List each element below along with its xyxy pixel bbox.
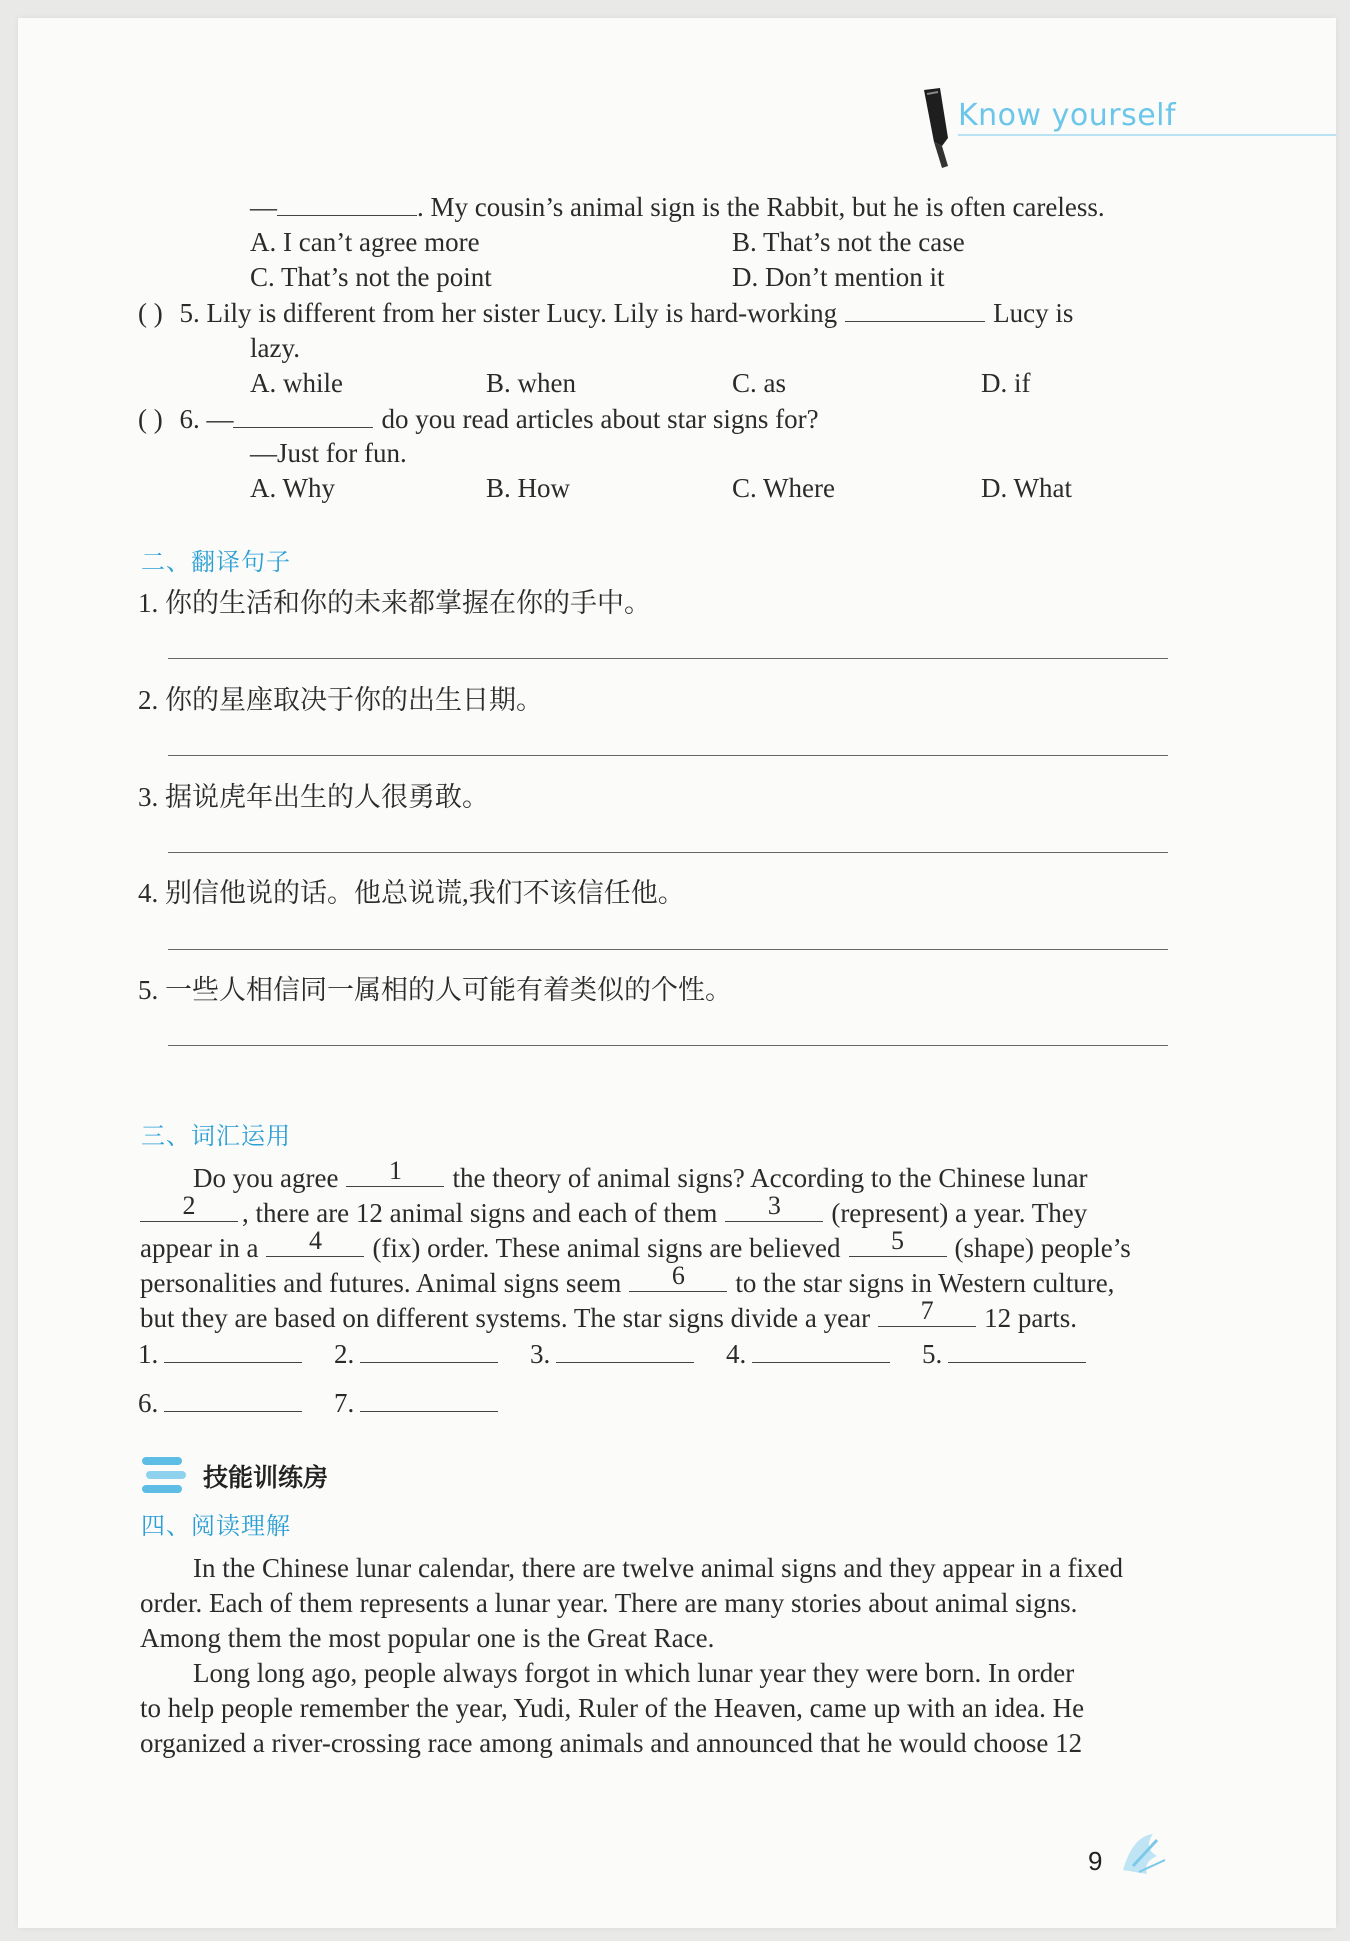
answer-label: 7. xyxy=(334,1388,355,1418)
reading-line-5: to help people remember the year, Yudi, Ruler of the Heaven, came up with an idea. He xyxy=(140,1693,1085,1723)
vocab-line-1 xyxy=(193,1156,1088,1195)
vocab-answer-7[interactable] xyxy=(360,1385,498,1412)
q5-text: Lily is different from her sister Lucy. Lily is hard-working xyxy=(206,298,838,328)
vocab-text: (shape) people’s xyxy=(954,1233,1131,1263)
answer-label: 3. xyxy=(530,1339,551,1369)
q6-option-d[interactable]: D. What xyxy=(981,473,1072,503)
vocab-answer-2[interactable] xyxy=(360,1336,498,1363)
reading-line-6: organized a river-crossing race among animals and announced that he would choose 12 xyxy=(140,1728,1083,1758)
section-reading-title: 四、阅读理解 xyxy=(141,1512,291,1540)
q5-wrap: lazy. xyxy=(250,333,300,363)
vocab-blank-5[interactable]: 5 xyxy=(849,1230,947,1257)
vocab-line-5 xyxy=(140,1296,1078,1335)
answer-label: 2. xyxy=(334,1339,355,1369)
q4-line xyxy=(250,189,1105,224)
q5-option-a[interactable]: A. while xyxy=(250,368,343,398)
q4-text: . My cousin’s animal sign is the Rabbit, but he is often careless. xyxy=(417,192,1105,222)
vocab-text: the theory of animal signs? According to the Chinese lunar xyxy=(452,1163,1088,1193)
answer-label: 4. xyxy=(726,1339,747,1369)
vocab-blank-6[interactable]: 6 xyxy=(629,1265,727,1292)
q6-blank[interactable] xyxy=(233,401,373,428)
q5-text-end: Lucy is xyxy=(993,298,1074,328)
q6-answer-paren[interactable]: ( ) xyxy=(138,404,163,434)
vocab-blank-1[interactable]: 1 xyxy=(346,1160,444,1187)
vocab-answer-row-3 xyxy=(530,1336,694,1371)
vocab-answer-3[interactable] xyxy=(556,1336,694,1363)
vocab-answer-row-6 xyxy=(138,1385,302,1420)
q5-option-b[interactable]: B. when xyxy=(486,368,576,398)
skills-banner-title: 技能训练房 xyxy=(203,1463,329,1492)
q5-option-c[interactable]: C. as xyxy=(732,368,786,398)
vocab-answer-4[interactable] xyxy=(752,1336,890,1363)
translate-answer-line-2[interactable] xyxy=(168,755,1168,756)
vocab-text: (represent) a year. They xyxy=(831,1198,1088,1228)
vocab-text: but they are based on different systems. The star signs divide a year xyxy=(140,1303,871,1333)
translate-answer-line-1[interactable] xyxy=(168,658,1168,659)
q4-option-b[interactable]: B. That’s not the case xyxy=(732,227,965,257)
translate-item-5: 5. 一些人相信同一属相的人可能有着类似的个性。 xyxy=(138,975,732,1005)
vocab-blank-4[interactable]: 4 xyxy=(266,1230,364,1257)
translate-answer-line-5[interactable] xyxy=(168,1045,1168,1046)
section-translate-title: 二、翻译句子 xyxy=(141,548,291,576)
translate-item-3: 3. 据说虎年出生的人很勇敢。 xyxy=(138,782,489,812)
q6-reply: —Just for fun. xyxy=(250,438,407,468)
skills-banner-icon xyxy=(142,1455,186,1495)
q5-option-d[interactable]: D. if xyxy=(981,368,1031,398)
vocab-text: Do you agree xyxy=(193,1163,339,1193)
q5-line xyxy=(138,295,1073,330)
vocab-text: appear in a xyxy=(140,1233,259,1263)
header-title: Know yourself xyxy=(958,98,1177,133)
reading-line-1: In the Chinese lunar calendar, there are twelve animal signs and they appear in a fixed xyxy=(193,1553,1124,1583)
footer-decoration-icon xyxy=(1113,1826,1173,1880)
translate-item-4: 4. 别信他说的话。他总说谎,我们不该信任他。 xyxy=(138,878,685,908)
vocab-text: personalities and futures. Animal signs seem xyxy=(140,1268,622,1298)
q6-number: 6. — xyxy=(179,404,234,434)
q6-option-c[interactable]: C. Where xyxy=(732,473,835,503)
header-rule xyxy=(958,134,1336,136)
reading-line-2: order. Each of them represents a lunar year. There are many stories about animal signs. xyxy=(140,1588,1078,1618)
vocab-blank-2[interactable]: 2 xyxy=(140,1195,238,1222)
q6-text: do you read articles about star signs for? xyxy=(381,404,819,434)
answer-label: 6. xyxy=(138,1388,159,1418)
vocab-blank-3[interactable]: 3 xyxy=(725,1195,823,1222)
vocab-answer-5[interactable] xyxy=(948,1336,1086,1363)
reading-line-4: Long long ago, people always forgot in which lunar year they were born. In order xyxy=(193,1658,1075,1688)
q5-answer-paren[interactable]: ( ) xyxy=(138,298,163,328)
page-number: 9 xyxy=(1088,1846,1103,1876)
vocab-answer-1[interactable] xyxy=(164,1336,302,1363)
translate-answer-line-3[interactable] xyxy=(168,852,1168,853)
q6-line xyxy=(138,401,819,436)
vocab-answer-row-1 xyxy=(138,1336,302,1371)
vocab-answer-row-4 xyxy=(726,1336,890,1371)
workbook-page xyxy=(18,18,1336,1928)
section-vocab-title: 三、词汇运用 xyxy=(141,1122,291,1150)
vocab-answer-6[interactable] xyxy=(164,1385,302,1412)
q4-option-d[interactable]: D. Don’t mention it xyxy=(732,262,945,292)
q5-number: 5. xyxy=(179,298,207,328)
translate-item-1: 1. 你的生活和你的未来都掌握在你的手中。 xyxy=(138,588,651,618)
vocab-answer-row-2 xyxy=(334,1336,498,1371)
vocab-text: to the star signs in Western culture, xyxy=(735,1268,1115,1298)
q4-option-a[interactable]: A. I can’t agree more xyxy=(250,227,480,257)
translate-answer-line-4[interactable] xyxy=(168,949,1168,950)
vocab-answer-row-5 xyxy=(922,1336,1086,1371)
vocab-text: 12 parts. xyxy=(984,1303,1078,1333)
vocab-text: , there are 12 animal signs and each of them xyxy=(242,1198,718,1228)
reading-line-3: Among them the most popular one is the Great Race. xyxy=(140,1623,715,1653)
answer-label: 1. xyxy=(138,1339,159,1369)
vocab-blank-7[interactable]: 7 xyxy=(878,1300,976,1327)
q6-option-a[interactable]: A. Why xyxy=(250,473,335,503)
q5-blank[interactable] xyxy=(845,295,985,322)
q4-dash: — xyxy=(250,192,277,222)
q4-blank[interactable] xyxy=(277,189,417,216)
vocab-text: (fix) order. These animal signs are believed xyxy=(372,1233,841,1263)
q6-option-b[interactable]: B. How xyxy=(486,473,571,503)
translate-item-2: 2. 你的星座取决于你的出生日期。 xyxy=(138,685,543,715)
answer-label: 5. xyxy=(922,1339,943,1369)
vocab-answer-row-7 xyxy=(334,1385,498,1420)
q4-option-c[interactable]: C. That’s not the point xyxy=(250,262,492,292)
